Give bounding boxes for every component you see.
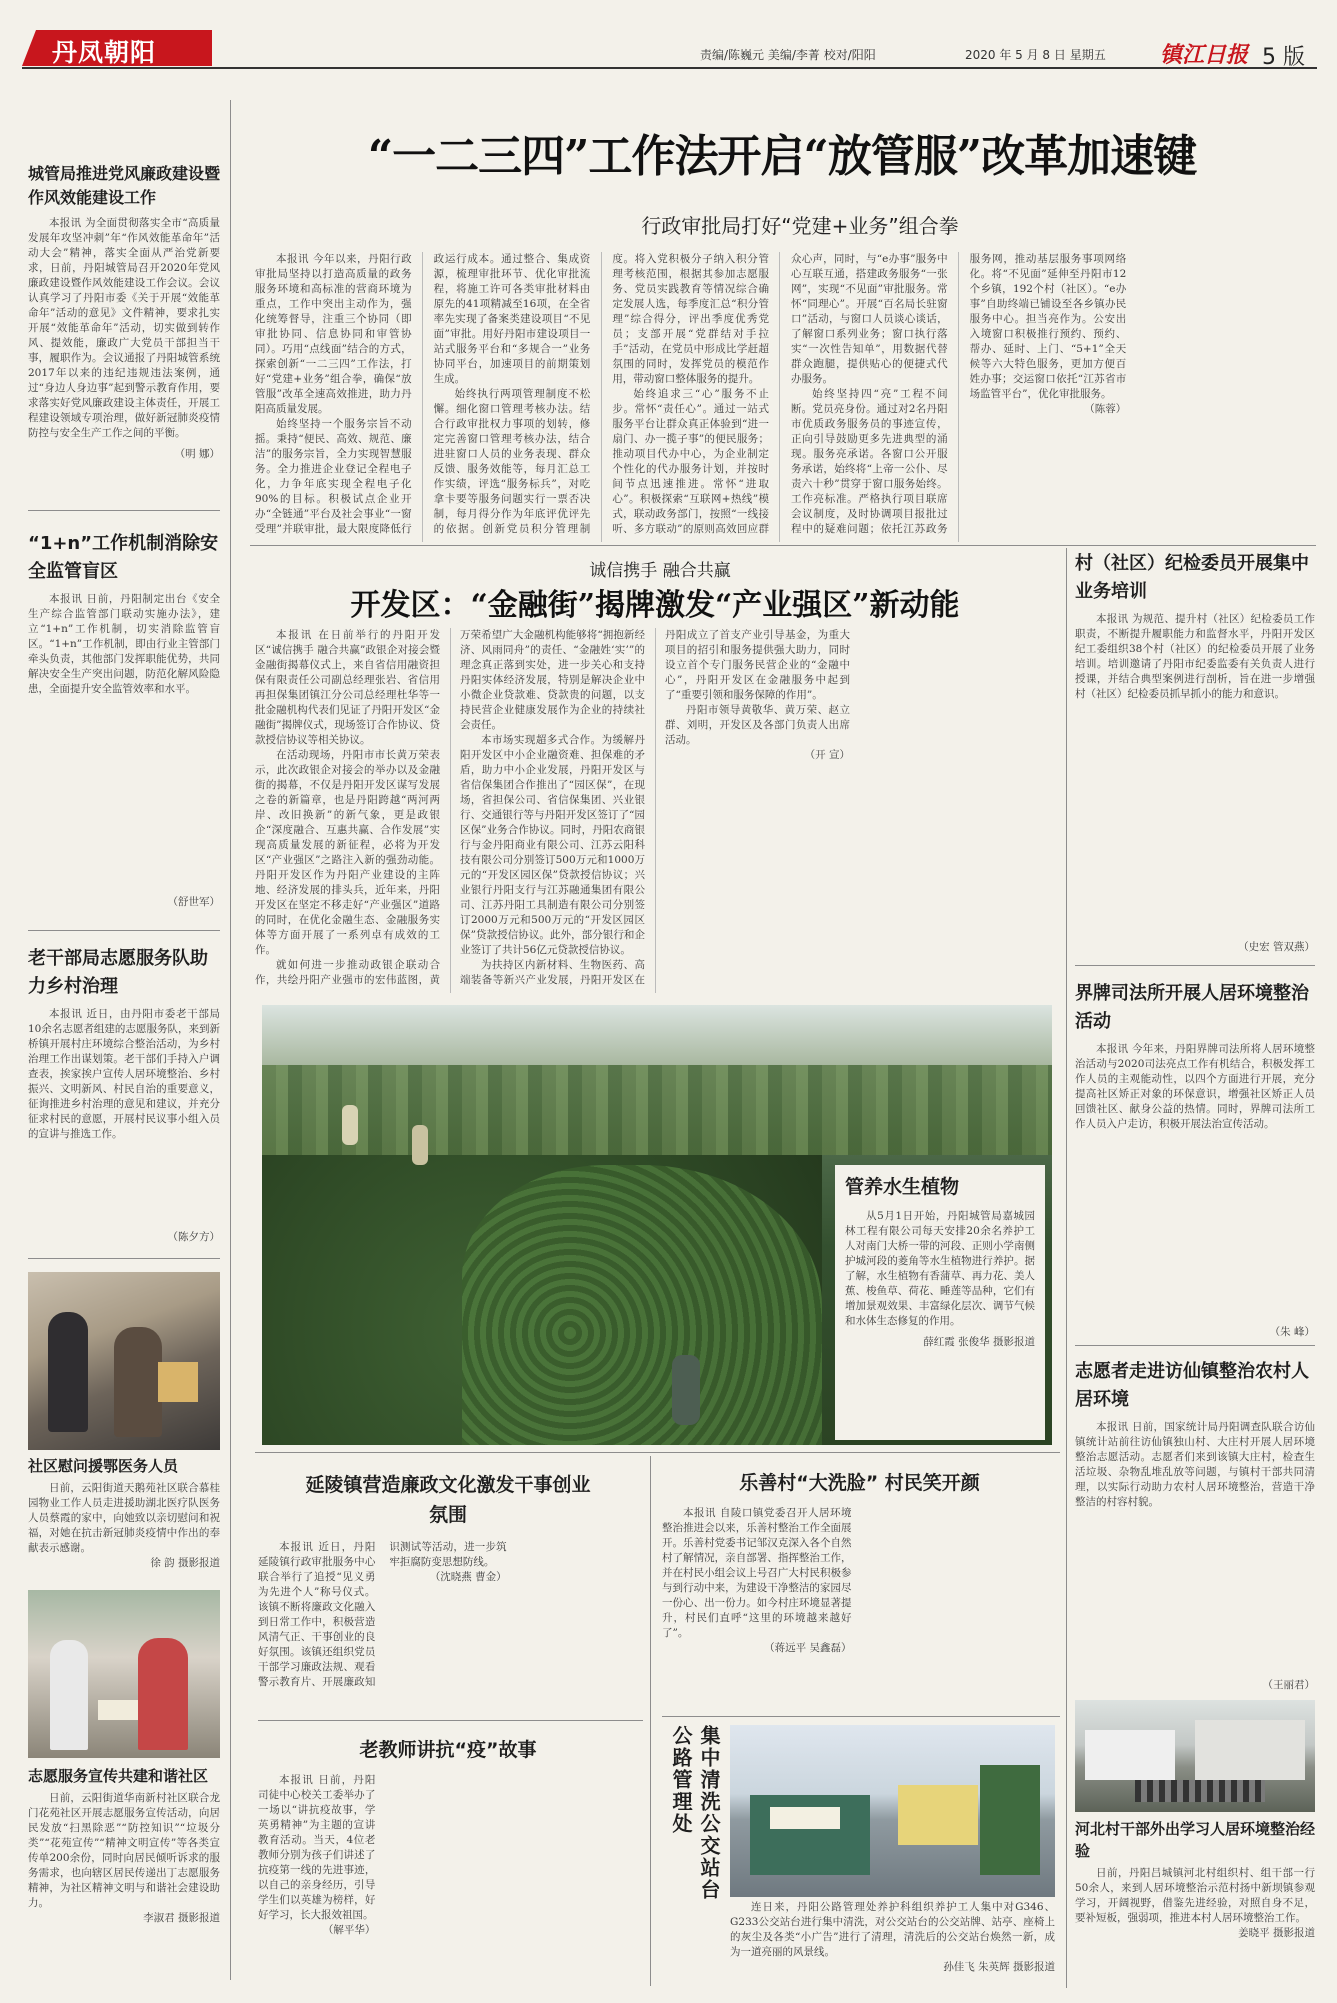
rule [28, 930, 220, 931]
article-yanling [258, 1470, 638, 1720]
caption-title: 社区慰问援鄂医务人员 [28, 1457, 179, 1475]
page-number: 5 版 [1262, 45, 1305, 70]
masthead-rule [22, 67, 1317, 69]
article-body: 本报讯 日前，丹阳制定出台《安全生产综合监管部门联动实施办法》，建立“1+n”工作机制，切实消除监管盲区。“1+n”工作机制，即由行业主管部门牵头负责，其他部门发挥职能优势，共同解决安全生产突出问题，防范化解风险隐患，全面提升安全监管效率和水平。 [28, 593, 220, 695]
headline: “1+n”工作机制消除安全监管盲区 [28, 533, 219, 582]
byline: 李淑君 摄影报道 [143, 1912, 220, 1924]
byline: 徐 韵 摄影报道 [150, 1557, 220, 1569]
lead-paragraph: 本报讯 今年以来，丹阳行政审批局坚持以打造高质量的政务服务环境和高标准的营商环境为重点，工作中突出主动作为，强化统筹督导，注重三个协同（即审批协同、信息协同和审管协同）。巧用“点线面”结合的方式，探索创新“一二三四”工作法，打好“党建+业务”组合拳，确保“放管服”改革全速高效推进，助力丹阳高质量发展。 [255, 253, 412, 415]
headline: 志愿者走进访仙镇整治农村人居环境 [1075, 1361, 1309, 1410]
photo-hebei-village [1075, 1700, 1315, 1812]
byline: （陈蓉） [1084, 403, 1127, 415]
article-body: 本报讯 日前，丹阳司徒中心校关工委举办了一场以“讲抗疫故事，学英勇精神”为主题的宣讲教育活动。当天，4位老教师分别为孩子们讲述了抗疫第一线的先进事迹，以自己的亲身经历，引导学生们以英雄为榜样，好好学习，长大报效祖国。 （解平华） [258, 1774, 376, 1936]
photo-medical-visit [28, 1272, 220, 1450]
article-body: 本报讯 为全面贯彻落实全市“高质量发展年攻坚冲刺”年“作风效能革命年”活动大会”精神，落实全面从严治党新要求，日前，丹阳城管局召开2020年党风廉政建设暨作风效能建设工作会议。会议认真学习了丹阳市委《关于开展“效能革命年”活动的意见》文件精神，要求扎实开展“效能革命年”活动，切实做到转作风、提效能，廉政广大党员干部担当干事，履职作为。会议通报了丹阳城管系统2017年以来的违纪违规违法案例，通过“身边人身边事”起到警示教育作用，要求落实好党风廉政建设主体责任，开展工程建设领域专项治理，做好新冠肺炎疫情防控与安全生产工作之间的平衡。 [28, 217, 220, 439]
article-teacher [258, 1735, 638, 1990]
byline: （史宏 管双燕） [1238, 941, 1315, 953]
rule [250, 545, 1316, 546]
rule [662, 1716, 1060, 1717]
bus-vertical-sub: 集中清洗公交站台 [697, 1725, 721, 1901]
lead-headline: “一二三四”工作法开启“放管服”改革加速键 [367, 131, 1197, 182]
byline: （明 娜） [174, 448, 220, 460]
caption-aquatic-plants [835, 1165, 1045, 1440]
caption-body: 日前，云阳街道天鹅苑社区联合慕桂园物业工作人员走进援助湖北医疗队医务人员蔡霞的家中，向她致以亲切慰问和祝福，对她在抗击新冠肺炎疫情中作出的奉献表示感谢。 [28, 1482, 220, 1554]
lead-paragraph: 始终坚持一个服务宗旨不动摇。秉持“便民、高效、规范、廉洁”的服务宗旨，全力实现智慧服务。全力推进企业登记全程电子化，力争年底实现全程电子化90%的目标。积极试点企业开办“全链通”平台及社会事业“一窗受理”并联审批，最大限度降低行政运行成本。通过整合、集成资源，梳理审批环节、优化审批流程，将施工许可各类审批材料由原先的41项精减至16项，在全省率先实现了备案类建设项目“不见面”审批。用好丹阳市建设项目一站式服务平台和“多规合一”业务协同平台，加速项目的前期策划生成。 [255, 253, 591, 535]
devzone-paragraph: 本报讯 在日前举行的丹阳开发区“诚信携手 融合共赢”政银企对接会暨金融街揭幕仪式上，来自省信用融资担保有限责任公司副总经理张岩、省信用再担保集团镇江分公司总经理杜华等一批金融机构代表们见证了丹阳开发区“金融街”揭牌仪式，现场签订合作协议、贷款授信协议等相关协议。 [255, 629, 440, 746]
byline: （开 宣） [804, 749, 850, 761]
rule [255, 1452, 1060, 1453]
byline: （王丽君） [1262, 1679, 1315, 1691]
rule [1075, 965, 1315, 966]
caption-body: 从5月1日开始，丹阳城管局嘉城园林工程有限公司每天安排20余名养护工人对南门大桥一带的河段、正则小学南侧护城河段的菱角等水生植物进行养护。据了解，水生植物有香蒲草、再力花、美人蕉、梭鱼草、荷花、睡莲等品种，它们有增加景观效果、丰富绿化层次、调节气候和水体生态修复的作用。 [845, 1210, 1035, 1327]
caption-title: 志愿服务宣传共建和谐社区 [28, 1767, 209, 1785]
rule [258, 1720, 643, 1721]
headline: 延陵镇营造廉政文化激发干事创业氛围 [305, 1474, 591, 1526]
article-jiepai [1075, 980, 1315, 1340]
byline: 姜晓平 摄影报道 [1238, 1927, 1315, 1939]
date-line: 2020 年 5 月 8 日 星期五 [965, 48, 1106, 62]
article-chengguan [28, 162, 220, 462]
masthead [0, 0, 1337, 96]
caption-hebei-village [1075, 1818, 1315, 1993]
article-body: 本报讯 今年来，丹阳界牌司法所将人居环境整治活动与2020司法亮点工作有机结合，积极发挥工作人员的主观能动性，以四个方面进行开展，充分提高社区矫正对象的环保意识，增强社区矫正人员回馈社区、献身公益的热情。同时，界牌司法所工作人员入户走访，积极开展法治宣传活动。 [1075, 1043, 1315, 1130]
article-body: 本报讯 为规范、提升村（社区）纪检委员工作职责，不断提升履职能力和监督水平，丹阳开发区纪工委组织38个村（社区）的纪检委员开展了业务培训。培训邀请了丹阳市纪委监委有关负责人进行授课，并结合典型案例进行剖析，旨在进一步增强村（社区）纪检委员抓早抓小的能力和意识。 [1075, 613, 1315, 700]
caption-body: 日前，云阳街道华南新村社区联合龙门花苑社区开展志愿服务宣传活动，向居民发放“扫黑除恶”“防控知识”“垃圾分类”“花苑宣传”“精神文明宣传”等各类宣传单200余份，同时向居民倾听诉求的服务需求，也向辖区居民传递出丁志愿服务精神，为社区精神文明与和谐社会建设助力。 [28, 1792, 220, 1909]
headline: 界牌司法所开展人居环境整治活动 [1075, 983, 1309, 1032]
byline: 孙佳飞 朱英辉 摄影报道 [943, 1961, 1055, 1973]
newspaper-logo: 镇江日报 [1160, 42, 1249, 68]
lead-paragraph: 始终坚持四“亮”工程不间断。党员亮身份。通过对2名丹阳市优质政务服务员的事迹宣传，正向引导鼓励更多先进典型的涌现。服务亮承诺。各窗口公开服务承诺，始终将“上帝一公仆、尽责六十秒”贯穿于窗口服务始终。工作亮标准。严格执行项目联席会议制度，及时协调项目报批过程中的疑难问题；依托江苏政务服务网，推动基层服务事项网络化。将“不见面”延伸至丹阳市12个乡镇，192个村（社区）。“e办事”自助终端已铺设至各乡镇办民服务中心。担当亮作为。公安出入境窗口积极推行预约、预约、帮办、延时、上门、“5+1”全天候等六大特色服务，更加方便百姓办事；交运窗口依托“江苏省市场监管平台”，优化审批服务。 [790, 253, 1127, 535]
devzone-paragraph: 丹阳市领导黄敬华、黄万荣、赵立群、刘明，开发区及各部门负责人出席活动。 [665, 704, 850, 746]
headline: 老干部局志愿服务队助力乡村治理 [28, 948, 208, 997]
lead-body [255, 252, 1305, 542]
mid-divider [650, 1456, 651, 1986]
devzone-headline: 开发区：“金融街”揭牌激发“产业强区”新动能 [350, 588, 960, 623]
article-lesheng [662, 1468, 1057, 1713]
lead-subtitle: 行政审批局打好“党建+业务”组合拳 [641, 214, 959, 238]
caption-bus-stop [730, 1900, 1055, 1995]
devzone-paragraph: 为扶持区内新材料、生物医药、高端装备等新兴产业发展，丹阳开发区在丹阳成立了首支产业引导基金，为重大项目的招引和服务提供强大助力，同时设立首个专门服务民营企业的“金融中心”，丹阳开发区在金融服务中起到了“重要引领和服务保障的作用”。 [460, 629, 850, 986]
caption-body: 日前，丹阳吕城镇河北村组织村、组干部一行50余人，来到人居环境整治示范村扬中新坝镇参观学习，开阔视野，借鉴先进经验，对照自身不足，要补短板，强弱项，推进本村人居环境整治工作。 [1075, 1867, 1315, 1924]
photo-volunteer [28, 1590, 220, 1758]
caption-medical-visit [28, 1455, 220, 1575]
left-col-divider [230, 100, 231, 1980]
caption-title: 河北村干部外出学习人居环境整治经验 [1075, 1820, 1315, 1860]
caption-title: 管养水生植物 [845, 1176, 960, 1198]
headline: 老教师讲抗“疫”故事 [359, 1739, 537, 1761]
article-body: 本报讯 近日，由丹阳市委老干部局10余名志愿者组建的志愿服务队，来到新桥镇开展村庄环境综合整治活动，为乡村治理工作出谋划策。老干部们手持入户调查表，挨家挨户宣传人居环境整治、乡村振兴、文明新风、村民自治的重要意义，征询推进乡村治理的意见和建议，并充分征求村民的意愿，开展村民议事小组入员的宣讲与推选工作。 [28, 1008, 220, 1140]
article-laoganbu [28, 945, 220, 1245]
byline: 薛红霞 张俊华 摄影报道 [923, 1336, 1035, 1348]
caption-volunteer [28, 1765, 220, 1990]
devzone-paragraph: 就如何进一步推动政银企联动合作，共绘丹阳产业强市的宏伟蓝图，黄万荣希望广大金融机构能够将“拥抱新经济、风雨同舟”的责任、“金融姓‘实’”的理念真正落到实处，进一步关心和支持丹阳实体经济发展，特别是解决企业中小微企业贷款难、贷款贵的问题，以支持民营企业健康发展作为企业的持续社会责任。 [255, 629, 645, 986]
bus-vertical-title: 公路管理处 [669, 1725, 693, 1835]
article-jijian [1075, 550, 1315, 955]
article-fangxian [1075, 1358, 1315, 1693]
article-body: 本报讯 日前，国家统计局丹阳调查队联合访仙镇统计站前往访仙镇独山村、大庄村开展人居环境整治志愿活动。志愿者们来到该镇大庄村，检查生活垃圾、杂物乱堆乱放等问题，与镇村干部共同清理，以实际行动助力农村人居环境整治，营造干净整洁的村容村貌。 [1075, 1421, 1315, 1508]
rule [28, 510, 220, 511]
devzone-paragraph: 在活动现场，丹阳市市长黄万荣表示，此次政银企对接会的举办以及金融街的揭幕，不仅是丹阳开发区谋写发展之卷的新篇章，也是丹阳跨越“两河两岸、改旧换新”的新气象，更是政银企“深度融合、互惠共赢、合作发展”实现高质量发展的新征程，必将为开发区“产业强区”之路注入新的强劲动能。丹阳开发区作为丹阳产业建设的主阵地、经济发展的排头兵，近年来，丹阳开发区在坚定不移走好“产业强区”道路的同时，在优化金融生态、金融服务实体等方面开展了一系列卓有成效的工作。 [255, 749, 440, 956]
article-1n [28, 530, 220, 910]
caption-body: 连日来，丹阳公路管理处养护科组织养护工人集中对G346、G233公交站台进行集中清洗，对公交站台的公交站牌、站亭、座椅上的灰尘及各类“小广告”进行了清理，清洗后的公交站台焕然一新，成为一道亮丽的风景线。 [730, 1901, 1055, 1958]
devzone-paragraph: 本市场实现超多式合作。为缓解丹阳开发区中小企业融资难、担保难的矛盾，助力中小企业发展，丹阳开发区与省信保集团合作推出了“园区保”，在现场，省担保公司、省信保集团、兴业银行、交通银行等与丹阳开发区签订了“园区保”业务合作协议。同时，丹阳农商银行与金丹阳商业有限公司、江苏云阳科技有限公司分别签订500万元和1000万元的“开发区园区保”贷款授信协议；兴业银行丹阳支行与江苏融通集团有限公司、江苏丹阳工具制造有限公司分别签订2000万元和500万元的“开发区园区保”贷款授信协议。此外，部分银行和企业签订了共计56亿元贷款授信协议。 [460, 734, 645, 956]
photo-bus-stop [730, 1725, 1055, 1897]
article-body: 本报讯 近日，丹阳延陵镇行政审批服务中心联合举行了追授“见义勇为先进个人”称号仪式。该镇不断将廉政文化融入到日常工作中，积极营造风清气正、干事创业的良好氛围。该镇还组织党员干部学习廉政法规、观看警示教育片、开展廉政知识测试等活动，进一步筑牢拒腐防变思想防线。 （沈晓燕 曹金） [258, 1541, 507, 1688]
devzone-body [255, 628, 1055, 993]
devzone-kicker: 诚信携手 融合共赢 [589, 561, 731, 581]
rule [1075, 1345, 1315, 1346]
editors-line: 责编/陈巍元 美编/李菁 校对/阳阳 [700, 48, 876, 62]
byline: （陈夕方） [167, 1231, 220, 1243]
byline: （朱 峰） [1269, 1326, 1315, 1338]
right-col-divider [1066, 548, 1067, 1988]
headline: 乐善村“大洗脸” 村民笑开颜 [739, 1472, 980, 1494]
lead-paragraph: 始终执行两项管理制度不松懈。细化窗口管理考核办法。结合行政审批权力事项的划转，修定完善窗口管理考核办法，结合进驻窗口人员的业务表现、群众反馈、服务效能等，每月汇总工作实绩，评选“服务标兵”，对吃拿卡要等服务问题实行一票否决制，每月得分作为年底评优评先的依据。创新党员积分管理制度。将入党积极分子纳入积分管理考核范围，根据其参加志愿服务、党员实践教育等情况综合确定发展人选，每季度汇总“积分管理”综合得分，评出季度优秀党员；支部开展“党群结对手拉手”活动，在党员中形成比学赶超氛围的同时，发挥党员的模范作用，带动窗口整体服务的提升。 [433, 253, 769, 535]
section-title: 丹凤朝阳 [52, 38, 157, 67]
article-body: 本报讯 自陵口镇党委召开人居环境整治推进会以来，乐善村整治工作全面展开。乐善村党委书记邹汉克深入各个自然村了解情况，亲自部署、指挥整治工作，并在村民小组会议上号召广大村民积极参与到行动中来，为建设干净整洁的家园尽一份心、出一份力。如今村庄环境显著提升，村民们直呼“这里的环境越来越好了”。 （蒋远平 吴鑫磊） [662, 1507, 852, 1654]
byline: （舒世军） [167, 896, 220, 908]
rule [28, 1258, 220, 1259]
lead-paragraph: 始终追求三“心”服务不止步。常怀“责任心”。通过一站式服务平台让群众真正体验到“进一扇门、办一揽子事”的便民服务；推动项目代办中心，为企业制定个性化的代办服务计划，并按时间节点迅速推进。常怀“进取心”。积极探索“互联网+热线”模式，联动政务部门，按照“一线接听、多方联动”的原则高效回应群众心声，同时，与“e办事”服务中心互联互通，搭建政务服务“一张网”，实现“不见面”审批服务。常怀“同理心”。开展“百名局长驻窗口”活动，与窗口人员谈心谈话，了解窗口系列业务；窗口执行落实“一次性告知单”，用数据代替群众跑腿，提供贴心的便捷式代办服务。 [612, 253, 948, 535]
headline: 村（社区）纪检委员开展集中业务培训 [1075, 553, 1309, 602]
headline: 城管局推进党风廉政建设暨作风效能建设工作 [28, 164, 220, 207]
